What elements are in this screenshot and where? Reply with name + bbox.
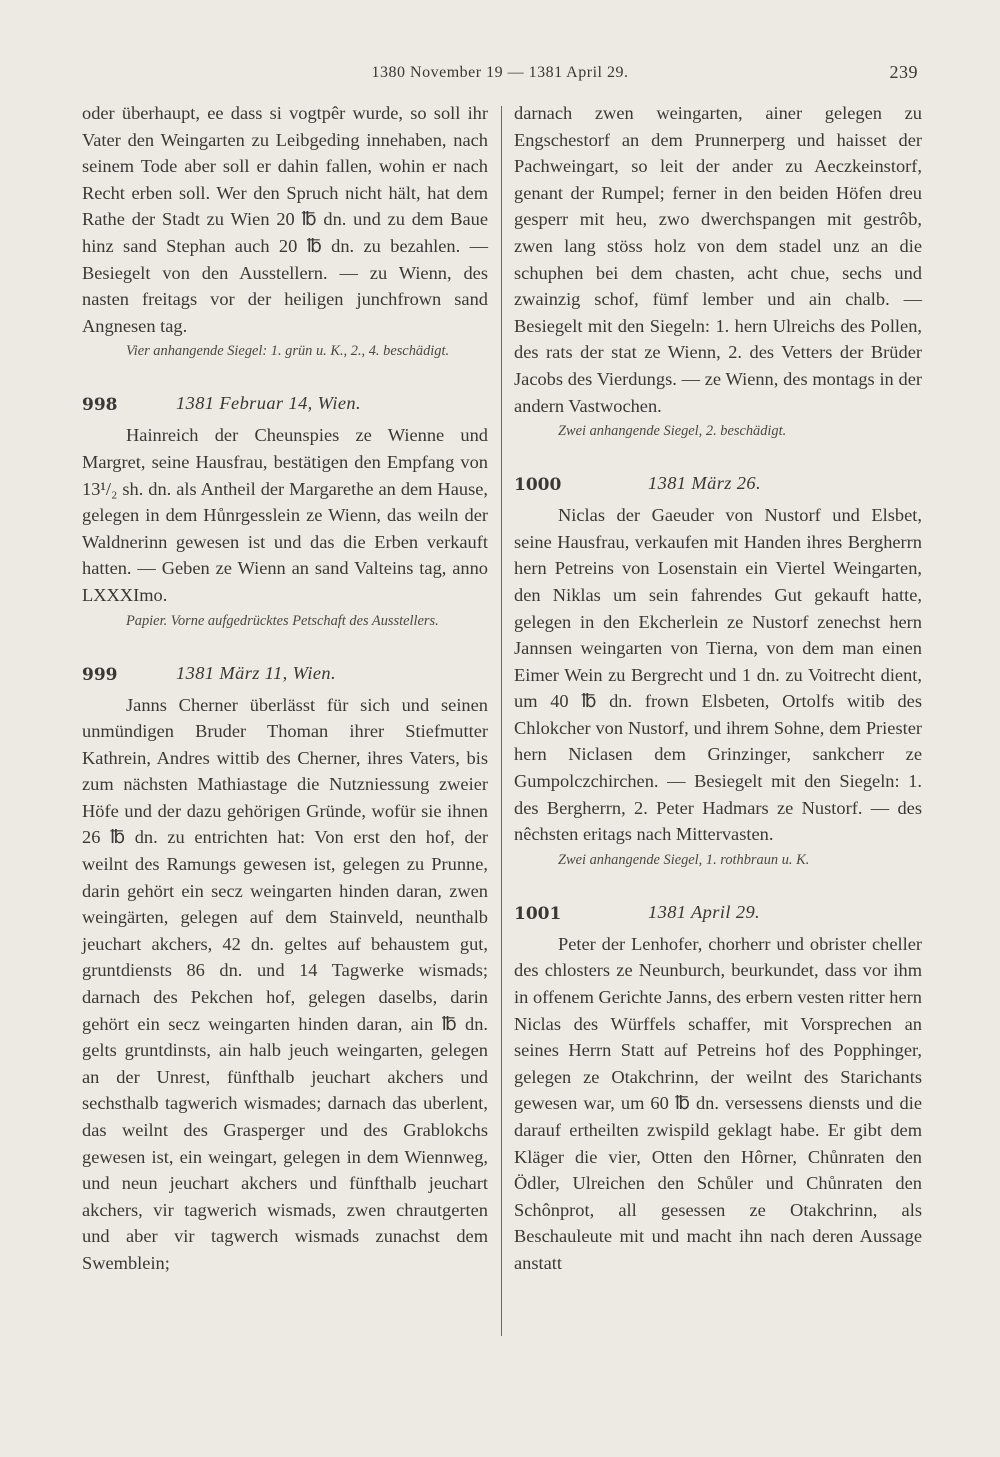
entry-text: Janns Cherner überlässt für sich und seinen unmündigen Bruder Thoman ihrer Stiefmutter Kathrein, Andres wittib des Cherner, ihres Vaters, bis zum nächsten Mathiastage die Nutzniessung zweier Höfe und der dazu gehörigen Gründe, wofür sie ihnen 26 ℔ dn. zu entrichten hat: Von erst den hof, der weilnt des Ramungs gewesen ist, gelegen zu Prunne, darin gehört ein secz weingarten hinden daran, zwen weingärten, gelegen auf dem Stainveld, neunthalb jeuchart akchers, 42 dn. geltes auf behaustem gut, gruntdiensts 86 dn. und 14 Tagwerke wismads; darnach des Pekchen hof, gelegen daselbs, darin gehört ein secz weingarten hinden daran, ain ℔ dn. gelts gruntdinsts, ain halb jeuch weingarten, gelegen an der Unrest, fünfthalb jeuchart akchers und sechsthalb tagwerich wismades; darnach das uberlent, das weilnt des Grasperger und des Grablokchs gewesen ist, ein weingart, gelegen in dem Wiennweg, und neun jeuchart akchers und fünfthalb jeuchart akchers, vir tagwerich wismads, zwen chrautgerten und aber vir tagwerch wismads zunachst dem Swemblein; bbox=[82, 694, 488, 1273]
entry-date: 1381 März 26. bbox=[648, 473, 761, 494]
entry-text: Peter der Lenhofer, chorherr und obrister cheller des chlosters ze Neunburch, beurkundet, dass vor ihm in offenem Gerichte Janns, des erbern vesten ritter hern Niclas des Würffels schaffer, mit Vorsprechen an seines Herrn Statt auf Petreins hof des Popphinger, gelegen ze Otakchrinn, der weilnt des Starichants gewesen war, um 60 ℔ dn. versessens diensts und die darauf ertheilten zwispild geklagt habe. Er gibt dem Kläger die vier, Otten den Hôrner, Chůnraten den Ödler, Ulreichen den Schůler und Chůnraten den Schônprot, all gesessen ze Otakchrinn, als Beschauleute mit und macht ihn nach deren Aussage anstatt bbox=[514, 933, 922, 1273]
entry-text: Niclas der Gaeuder von Nustorf und Elsbet, seine Hausfrau, verkaufen mit Handen ihres Bergherrn hern Petreins von Losenstain ein Viertel Weingarten, den Niklas um sein fahrendes Gut gekauft hatte, gelegen in den Ekcherlein ze Nustorf zenechst hern Jannsen weingarten von Tierna, von dem man einen Eimer Wein zu Bergrecht und 1 dn. zu Voitrecht dient, um 40 ℔ dn. frown Elsbeten, Ortolfs witib des Chlokcher von Nustorf, und ihrem Sohne, dem Priester hern Niclasen dem Grinzinger, sankcherr ze Gumpolczchirchen. — Besiegelt mit den Siegeln: 1. des Bergherrn, 2. Peter Hadmars ze Nustorf. — des nêchsten eritags nach Mittervasten. bbox=[514, 505, 922, 845]
header-date-range: 1380 November 19 — 1381 April 29. bbox=[371, 64, 629, 81]
column-divider bbox=[501, 106, 502, 1336]
entry-text: Hainreich der Cheunspies ze Wienne und Margret, seine Hausfrau, bestätigen den Empfang von 13¹/₂ sh. dn. als Antheil der Margarethe an dem Hause, gelegen in dem Hůnrgesslein ze Wienn, das weiln der Waldnerinn gewesen ist und das die Erben verkauft hatten. — Geben ze Wienn an sand Valteins tag, anno LXXXImo. bbox=[82, 425, 488, 605]
entry-date: 1381 März 11, Wien. bbox=[176, 662, 336, 683]
continuation-text: oder überhaupt, ee dass si vogtpêr wurde, so soll ihr Vater den Weingarten zu Leibgeding innehaben, nach seinem Tode aber soll er dahin fallen, wohin er nach Recht erben soll. Wer den Spruch nicht hält, hat dem Rathe der Stadt zu Wien 20 ℔ dn. und zu dem Baue hinz sand Stephan auch 20 ℔ dn. zu bezahlen. — Besiegelt von den Ausstellern. — zu Wienn, des nasten freitags vor der heiligen junchfrown sand Angnesen tag. bbox=[82, 103, 488, 336]
entry-number: 1001 bbox=[514, 903, 562, 924]
entry-heading bbox=[514, 470, 922, 496]
entry-date: 1381 April 29. bbox=[648, 901, 761, 922]
entry-note: Papier. Vorne aufgedrücktes Petschaft des Ausstellers. bbox=[126, 612, 439, 629]
running-header bbox=[0, 62, 1000, 88]
page-number: 239 bbox=[889, 62, 918, 82]
seal-note: Vier anhangende Siegel: 1. grün u. K., 2., 4. beschädigt. bbox=[126, 343, 450, 360]
entry-number: 1000 bbox=[514, 475, 562, 496]
entry-heading bbox=[82, 390, 488, 416]
entry-note: Zwei anhangende Siegel, 1. rothbraun u. K. bbox=[558, 851, 810, 868]
entry-heading bbox=[514, 899, 922, 925]
left-column bbox=[82, 100, 488, 1277]
continuation-text: darnach zwen weingarten, ainer gelegen zu Engschestorf an dem Prunnerperg und haisset der Pachweingart, so leit der ander zu Aeczkeinstorf, genant der Rumpel; ferner in den beiden Höfen dreu gesperr mit heu, zwo dwerchspangen mit gestrôb, zwen lang stöss holz von dem stadel unz an die schuphen bei dem chasten, acht chue, sechs und zwainzig schof, fümf lember und ain chalb. — Besiegelt mit den Siegeln: 1. hern Ulreichs des Pollen, des rats der stat ze Wienn, 2. des Vetters der Brüder Jacobs des Vierdungs. — ze Wienn, des montags in der andern Vastwochen. bbox=[514, 103, 922, 416]
entry-number: 999 bbox=[82, 664, 118, 685]
seal-note: Zwei anhangende Siegel, 2. beschädigt. bbox=[558, 423, 787, 440]
right-column bbox=[514, 100, 922, 1277]
entry-date: 1381 Februar 14, Wien. bbox=[176, 393, 362, 414]
entry-number: 998 bbox=[82, 395, 118, 416]
entry-heading bbox=[82, 660, 488, 686]
